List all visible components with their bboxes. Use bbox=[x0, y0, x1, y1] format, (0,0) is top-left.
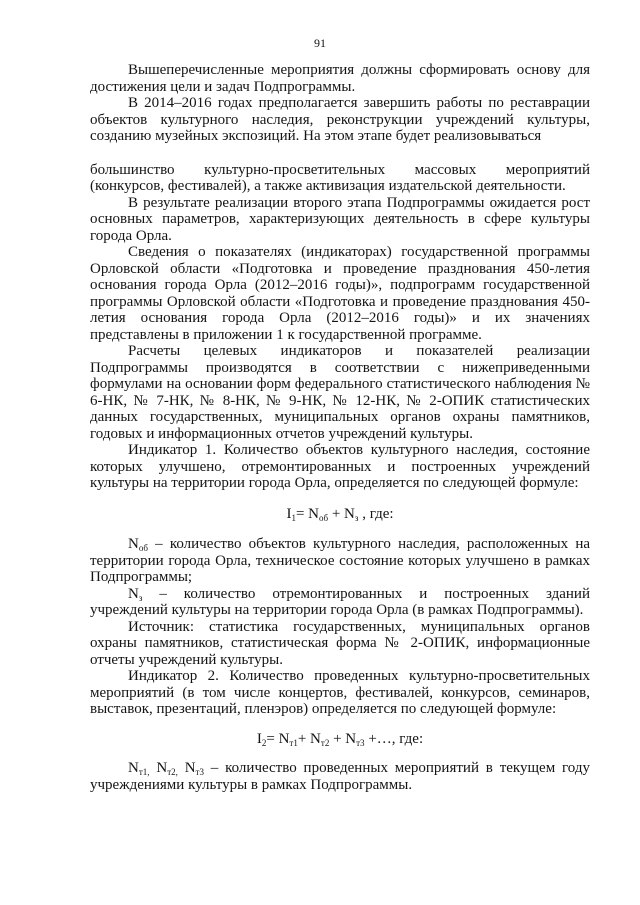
paragraph-text: – количество объектов культурного наследия, расположенных на территории города Орла, техническое состояние которых улучшено в рамках Подпрограммы; bbox=[90, 536, 590, 585]
variable-symbol: N bbox=[128, 536, 139, 552]
paragraph-text: – количество проведенных мероприятий в текущем году учреждениями культуры в рамках Подпрограммы. bbox=[90, 760, 590, 793]
paragraph bbox=[90, 536, 590, 586]
variable-subscript: об bbox=[138, 543, 148, 553]
formula-subscript: т3 bbox=[356, 737, 365, 748]
formula-tail: , где: bbox=[358, 505, 394, 522]
formula-subscript: 2 bbox=[261, 737, 267, 748]
paragraph: Индикатор 2. Количество проведенных культурно-просветительных мероприятий (в том числе концертов, фестивалей, конкурсов, семинаров, выставок, презентаций, пленэров) определяется по следующей формуле: bbox=[90, 668, 590, 717]
variable-symbol: N bbox=[128, 585, 139, 602]
formula-indicator-2 bbox=[90, 731, 590, 748]
variable-symbol: N bbox=[177, 760, 196, 776]
formula-symbol: I bbox=[286, 505, 292, 522]
paragraph: В результате реализации второго этапа Подпрограммы ожидается рост основных параметров, характеризующих деятельность в сфере культуры города Орла. bbox=[90, 194, 590, 244]
page-number: 91 bbox=[314, 36, 326, 50]
formula-symbol: = N bbox=[266, 730, 290, 747]
formula-indicator-1 bbox=[90, 506, 590, 523]
paragraph bbox=[90, 586, 590, 619]
variable-subscript: т2, bbox=[167, 767, 178, 777]
formula-symbol: + N bbox=[329, 730, 357, 747]
variable-subscript: т3 bbox=[195, 767, 204, 777]
document-body bbox=[90, 62, 590, 793]
paragraph: Источник: статистика государственных, муниципальных органов охраны памятников, статистическая форма № 2-ОПИК, информационные отчеты учреждений культуры. bbox=[90, 618, 590, 668]
formula-tail: +…, где: bbox=[364, 730, 424, 747]
variable-subscript: т1, bbox=[138, 767, 150, 777]
paragraph: В 2014–2016 годах предполагается завершить работы по реставрации объектов культурного наследия, реконструкции учреждений культуры, созданию музейных экспозиций. На этом этапе будет реализовываться bbox=[90, 95, 590, 144]
formula-symbol: + N bbox=[297, 730, 321, 747]
formula-subscript: 1 bbox=[291, 512, 296, 523]
paragraph bbox=[90, 760, 590, 793]
formula-symbol: = N bbox=[295, 505, 319, 522]
paragraph: Сведения о показателях (индикаторах) государственной программы Орловской области «Подготовка и проведение празднования 450-летия основания города Орла (2012–2016 годы)», подпрограмм государственной программы Орловской области «Подготовка и проведение празднования 450-летия основания города Орла (2012–2016 годы)» и их значениях представлены в приложении 1 к государственной программе. bbox=[90, 244, 590, 343]
variable-symbol: N bbox=[149, 760, 168, 776]
paragraph-text: – количество отремонтированных и построенных зданий учреждений культуры на территории города Орла (в рамках Подпрограммы). bbox=[90, 585, 590, 618]
formula-symbol: + N bbox=[328, 505, 355, 522]
formula-subscript: об bbox=[318, 512, 329, 523]
variable-symbol: N bbox=[128, 760, 139, 776]
paragraph: Вышеперечисленные мероприятия должны сформировать основу для достижения цели и задач Подпрограммы. bbox=[90, 62, 590, 95]
formula-subscript: з bbox=[354, 512, 359, 523]
formula-subscript: т1 bbox=[289, 737, 298, 748]
paragraph: Расчеты целевых индикаторов и показателей реализации Подпрограммы производятся в соответствии с нижеприведенными формулами на основании форм федерального статистического наблюдения № 6-НК, № 7-НК, № 8-НК, № 9-НК, № 12-НК, № 2-ОПИК статистических данных государственных, муниципальных органов охраны памятников, годовых и информационных отчетов учреждений культуры. bbox=[90, 343, 590, 442]
formula-symbol: I bbox=[256, 730, 262, 747]
paragraph: большинство культурно-просветительных массовых мероприятий (конкурсов, фестивалей), а также активизация издательской деятельности. bbox=[90, 161, 590, 194]
variable-subscript: з bbox=[138, 592, 143, 603]
paragraph: Индикатор 1. Количество объектов культурного наследия, состояние которых улучшено, отремонтированных и построенных учреждений культуры на территории города Орла, определяется по следующей формуле: bbox=[90, 442, 590, 491]
formula-subscript: т2 bbox=[320, 737, 330, 748]
